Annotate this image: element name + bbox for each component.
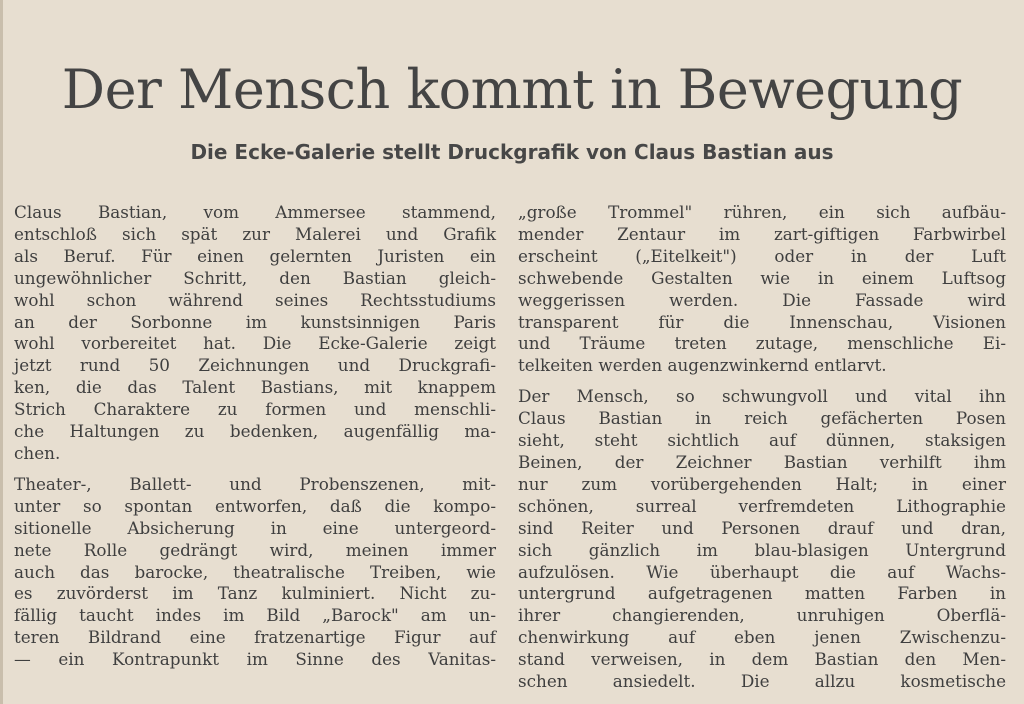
text-line: schönen, surreal verfremdeten Lithographie — [518, 495, 1006, 516]
text-line: weggerissen werden. Die Fassade wird — [518, 289, 1006, 310]
text-line: „große Trommel" rühren, ein sich aufbäu- — [518, 202, 1006, 222]
text-line: jetzt rund 50 Zeichnungen und Druckgrafi- — [14, 355, 496, 376]
paragraph-gap — [14, 465, 496, 474]
text-line: sieht, steht sichtlich auf dünnen, staksigen — [518, 430, 1006, 451]
text-line: Strich Charaktere zu formen und menschli- — [14, 399, 496, 420]
text-line: fällig taucht indes im Bild „Barock" am un- — [14, 605, 496, 626]
text-line: entschloß sich spät zur Malerei und Grafik — [14, 223, 496, 244]
text-line: che Haltungen zu bedenken, augenfällig ma- — [14, 421, 496, 442]
text-line: wohl schon während seines Rechtsstudiums — [14, 289, 496, 310]
article-left-column — [14, 202, 496, 671]
text-line: Beinen, der Zeichner Bastian verhilft ihm — [518, 451, 1006, 472]
text-line: ihrer changierenden, unruhigen Oberflä- — [518, 605, 1006, 626]
text-line: Claus Bastian in reich gefächerten Posen — [518, 408, 1006, 429]
text-line: sich gänzlich im blau-blasigen Untergrund — [518, 539, 1006, 560]
text-line: und Träume treten zutage, menschliche Ei- — [518, 333, 1006, 354]
text-line: ungewöhnlicher Schritt, den Bastian gleich- — [14, 267, 496, 288]
text-line: untergrund aufgetragenen matten Farben in — [518, 583, 1006, 604]
text-line: aufzulösen. Wie überhaupt die auf Wachs- — [518, 561, 1006, 582]
paragraph — [14, 474, 496, 671]
text-line: chenwirkung auf eben jenen Zwischenzu- — [518, 627, 1006, 648]
text-line: chen. — [14, 442, 61, 463]
article-headline: Der Mensch kommt in Bewegung — [61, 58, 963, 121]
text-line: wohl vorbereitet hat. Die Ecke-Galerie zeigt — [14, 333, 496, 354]
text-line: nur zum vorübergehenden Halt; in einer — [518, 473, 1006, 494]
text-line: unter so spontan entworfen, daß die kompo- — [14, 495, 496, 516]
text-line: nete Rolle gedrängt wird, meinen immer — [14, 539, 496, 560]
text-line: sind Reiter und Personen drauf und dran, — [518, 517, 1006, 538]
text-line: auch das barocke, theatralische Treiben, wie — [14, 561, 496, 582]
text-line: an der Sorbonne im kunstsinnigen Paris — [14, 311, 496, 332]
text-line: — ein Kontrapunkt im Sinne des Vanitas- — [14, 649, 496, 670]
text-line: schen ansiedelt. Die allzu kosmetische — [518, 671, 1006, 692]
text-line: stand verweisen, in dem Bastian den Men- — [518, 649, 1006, 670]
text-line: erscheint („Eitelkeit") oder in der Luft — [518, 245, 1006, 266]
text-line: transparent für die Innenschau, Visionen — [518, 311, 1006, 332]
text-line: sitionelle Absicherung in eine untergeord- — [14, 517, 496, 538]
paragraph — [518, 202, 1006, 377]
article-right-column — [518, 202, 1006, 693]
paragraph — [14, 202, 496, 465]
text-line: als Beruf. Für einen gelernten Juristen ein — [14, 245, 496, 266]
text-line: es zuvörderst im Tanz kulminiert. Nicht zu- — [14, 583, 496, 604]
text-line: Der Mensch, so schwungvoll und vital ihn — [518, 386, 1006, 407]
text-line: mender Zentaur im zart-giftigen Farbwirbel — [518, 223, 1006, 244]
text-line: Theater-, Ballett- und Probenszenen, mit- — [14, 473, 496, 494]
text-line: ken, die das Talent Bastians, mit knappem — [14, 377, 496, 398]
paragraph-gap — [518, 377, 1006, 386]
text-line: schwebende Gestalten wie in einem Luftsog — [518, 267, 1006, 288]
text-line: teren Bildrand eine fratzenartige Figur auf — [14, 627, 496, 648]
article-subheadline: Die Ecke-Galerie stellt Druckgrafik von Claus Bastian aus — [190, 140, 834, 164]
text-line: Claus Bastian, vom Ammersee stammend, — [14, 202, 496, 222]
text-line: telkeiten werden augenzwinkernd entlarvt. — [518, 355, 887, 376]
paragraph — [518, 386, 1006, 693]
